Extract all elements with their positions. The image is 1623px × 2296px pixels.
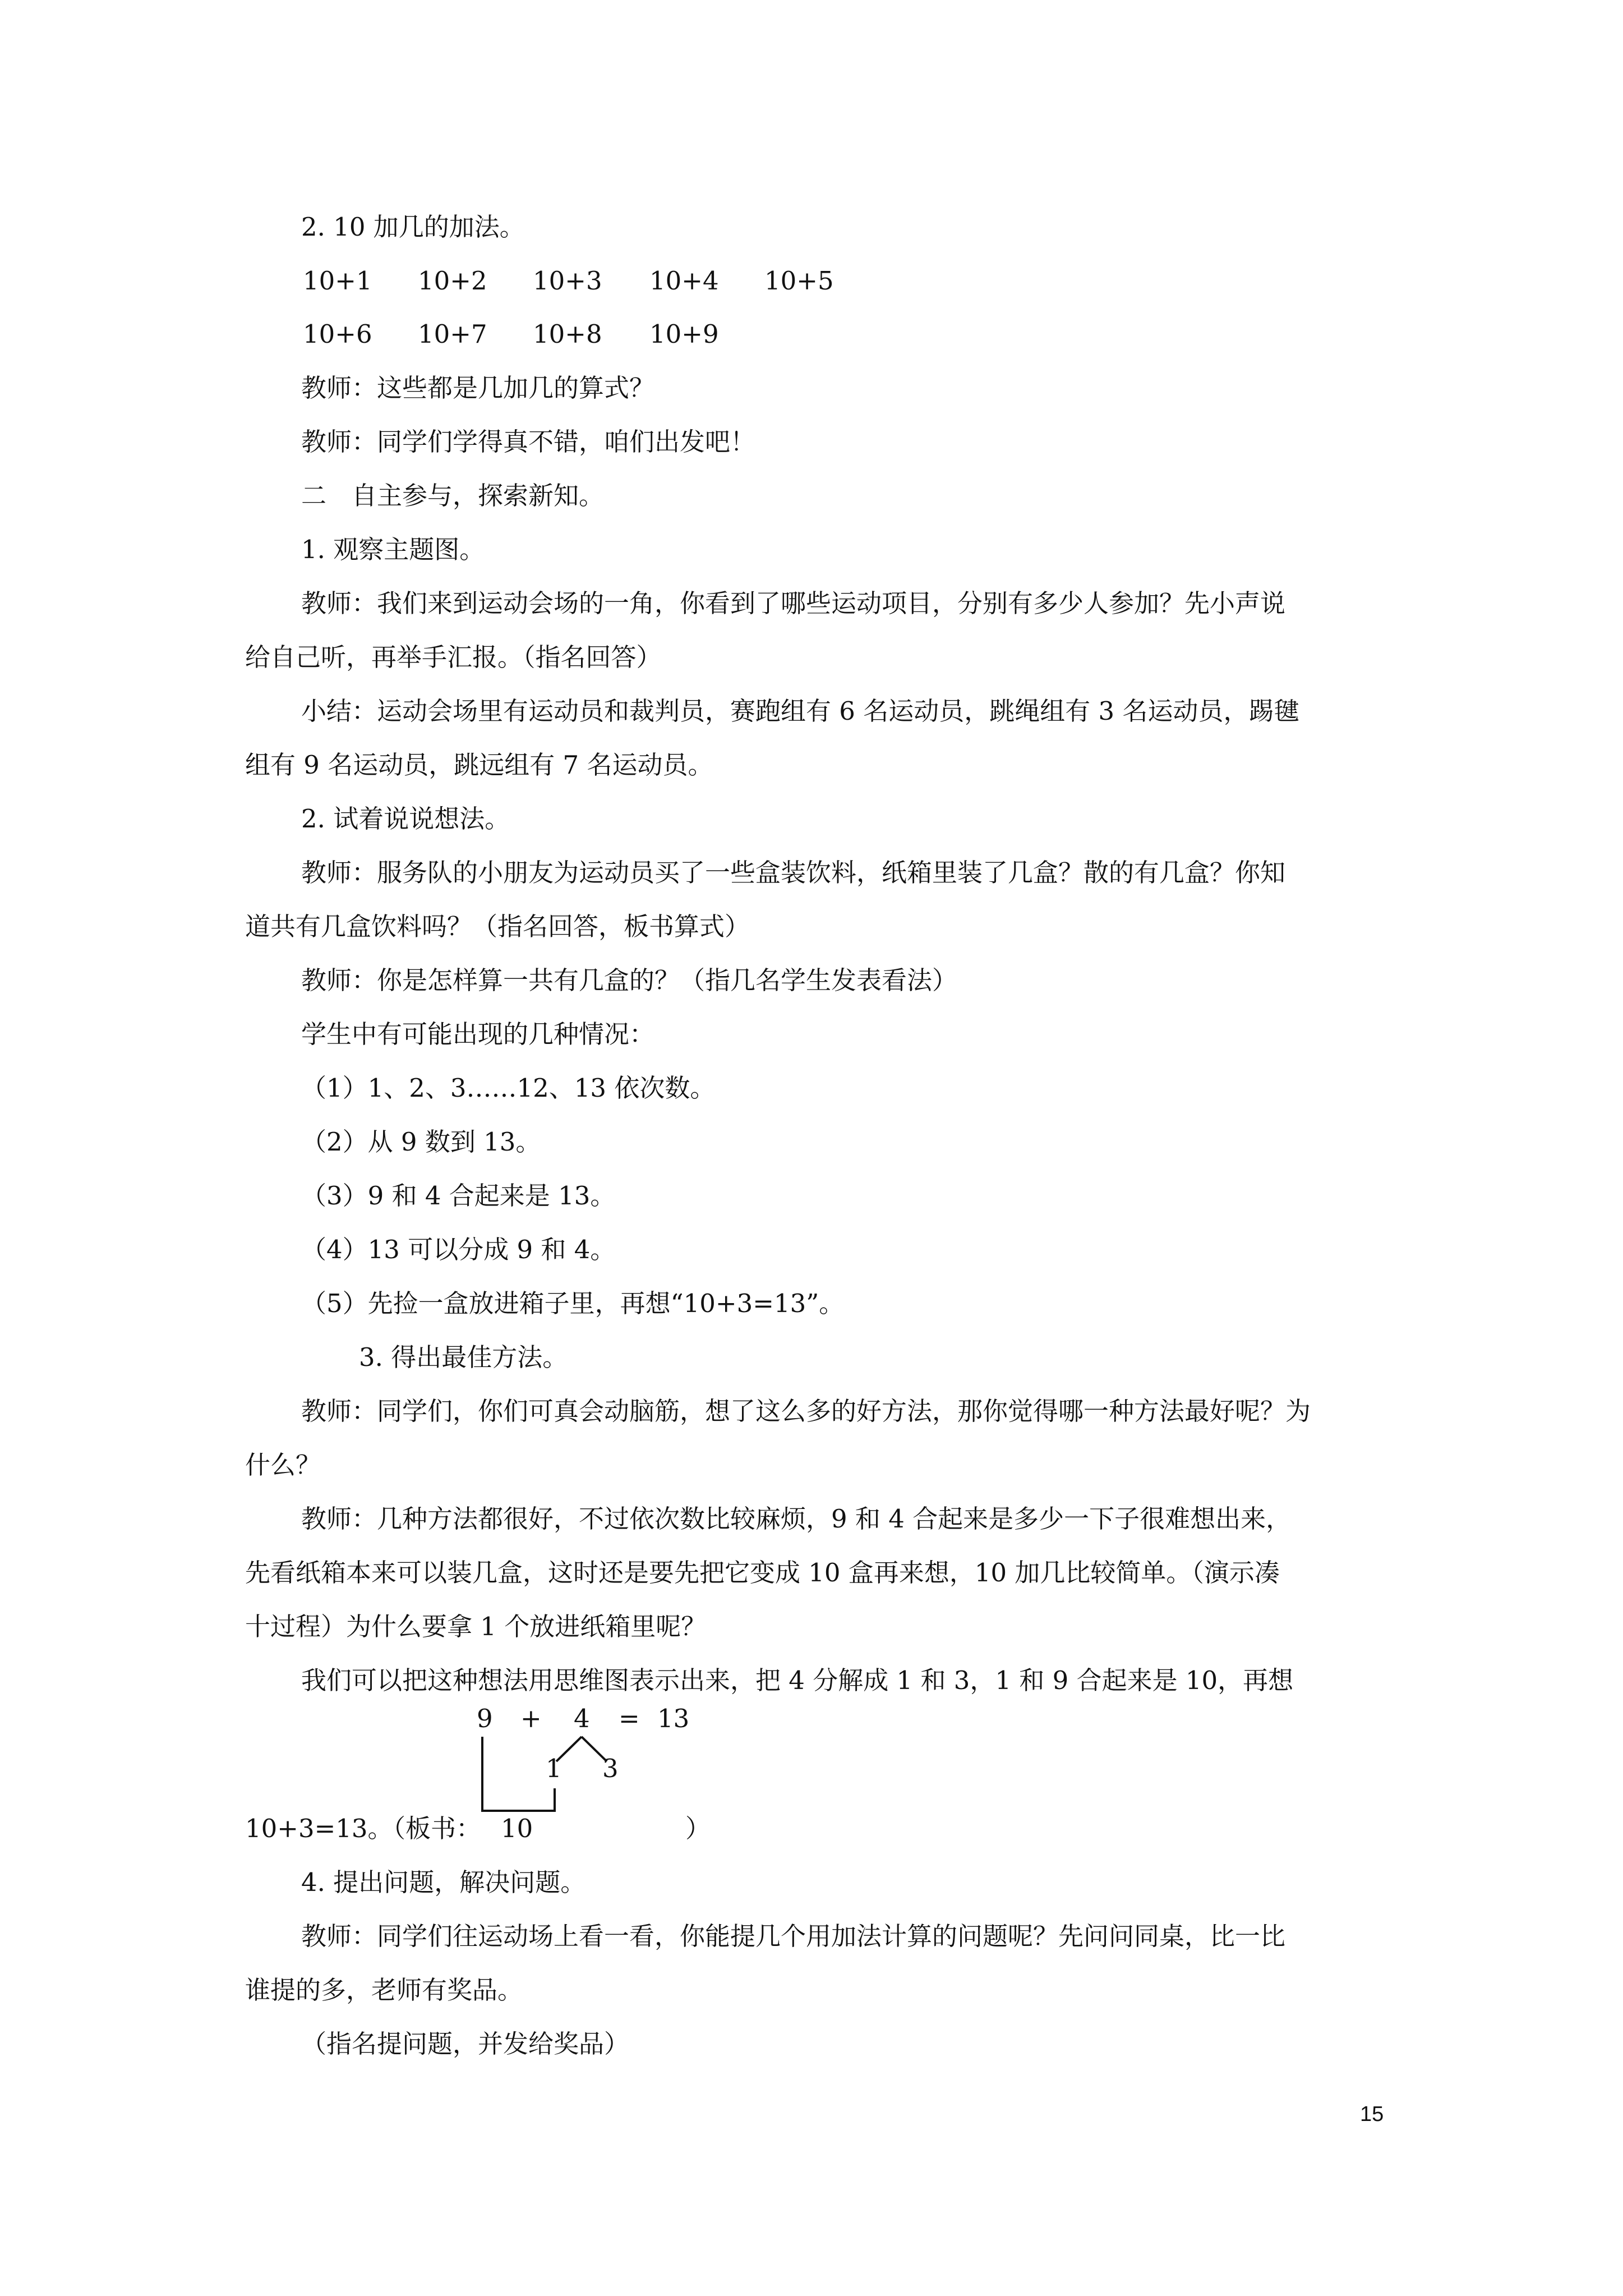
- sum-10: 10: [501, 1814, 533, 1843]
- subsection-heading: 4. 提出问题，解决问题。: [301, 1867, 586, 1897]
- equals-sign: =: [619, 1704, 640, 1733]
- page-number: 15: [1360, 2102, 1384, 2126]
- paragraph-line: 给自己听，再举手汇报。（指名回答）: [245, 642, 662, 672]
- list-item: （3）9 和 4 合起来是 13。: [301, 1181, 616, 1211]
- paragraph-line: 学生中有可能出现的几种情况：: [301, 1019, 655, 1049]
- subsection-heading: 2. 试着说说想法。: [301, 804, 510, 834]
- paragraph-line: 什么？: [245, 1450, 321, 1480]
- board-note-suffix: ）: [685, 1814, 711, 1843]
- paragraph-line: 道共有几盒饮料吗？（指名回答，板书算式）: [245, 912, 750, 941]
- list-item: （4）13 可以分成 9 和 4。: [301, 1235, 616, 1264]
- paragraph-line: 小结：运动会场里有运动员和裁判员，赛跑组有 6 名运动员，跳绳组有 3 名运动员，踢毽: [301, 696, 1299, 726]
- paragraph-line: 教师：你是怎样算一共有几盒的？（指几名学生发表看法）: [301, 965, 958, 995]
- paragraph-line: 教师：同学们，你们可真会动脑筋，想了这么多的好方法，那你觉得哪一种方法最好呢？为: [301, 1396, 1311, 1426]
- split-part-1: 1: [546, 1754, 562, 1783]
- subsection-heading: 1. 观察主题图。: [301, 535, 485, 564]
- expression: 10+8: [533, 319, 602, 349]
- expression: 10+5: [764, 266, 834, 296]
- paragraph-line: 教师：几种方法都很好，不过依次数比较麻烦，9 和 4 合起来是多少一下子很难想出来，: [301, 1504, 1292, 1534]
- paragraph-line: 教师：我们来到运动会场的一角，你看到了哪些运动项目，分别有多少人参加？先小声说: [301, 588, 1286, 618]
- paragraph-line: 先看纸箱本来可以装几盒，这时还是要先把它变成 10 盒再来想，10 加几比较简单。（演示凑: [245, 1558, 1280, 1588]
- paragraph-line: （指名提问题，并发给奖品）: [301, 2029, 630, 2059]
- expression: 10+1: [303, 266, 372, 296]
- plus-sign: +: [520, 1704, 542, 1733]
- paragraph-line: 谁提的多，老师有奖品。: [245, 1975, 523, 2005]
- expression: 10+3: [533, 266, 602, 296]
- board-note-prefix: 10+3=13。（板书：: [245, 1814, 482, 1843]
- section-heading: 2. 10 加几的加法。: [301, 212, 525, 242]
- paragraph-line: 组有 9 名运动员，跳远组有 7 名运动员。: [245, 750, 713, 780]
- expression: 10+4: [649, 266, 719, 296]
- subsection-heading: 3. 得出最佳方法。: [359, 1342, 568, 1372]
- paragraph-line: 我们可以把这种想法用思维图表示出来，把 4 分解成 1 和 3，1 和 9 合起来是 10，再想: [301, 1665, 1294, 1695]
- expression: 10+9: [649, 319, 719, 349]
- paragraph-line: 教师：同学们往运动场上看一看，你能提几个用加法计算的问题呢？先问问同桌，比一比: [301, 1921, 1286, 1951]
- split-part-3: 3: [602, 1754, 619, 1783]
- paragraph-line: 教师：这些都是几加几的算式？: [301, 373, 655, 403]
- list-item: （1）1、2、3……12、13 依次数。: [301, 1073, 716, 1103]
- list-item: （5）先捡一盒放进箱子里，再想“10+3=13”。: [301, 1289, 845, 1318]
- paragraph-line: 教师：服务队的小朋友为运动员买了一些盒装饮料，纸箱里装了几盒？散的有几盒？你知: [301, 858, 1286, 887]
- addend-9: 9: [477, 1704, 493, 1733]
- paragraph-line: 十过程）为什么要拿 1 个放进纸箱里呢？: [245, 1612, 707, 1641]
- expression: 10+7: [418, 319, 487, 349]
- result-13: 13: [657, 1704, 690, 1733]
- expression: 10+6: [303, 319, 372, 349]
- paragraph-line: 教师：同学们学得真不错，咱们出发吧！: [301, 427, 756, 457]
- addend-4: 4: [574, 1704, 590, 1733]
- list-item: （2）从 9 数到 13。: [301, 1127, 541, 1157]
- section-heading: 二 自主参与，探索新知。: [301, 481, 605, 510]
- combine-bracket-line: [482, 1737, 555, 1811]
- expression: 10+2: [418, 266, 487, 296]
